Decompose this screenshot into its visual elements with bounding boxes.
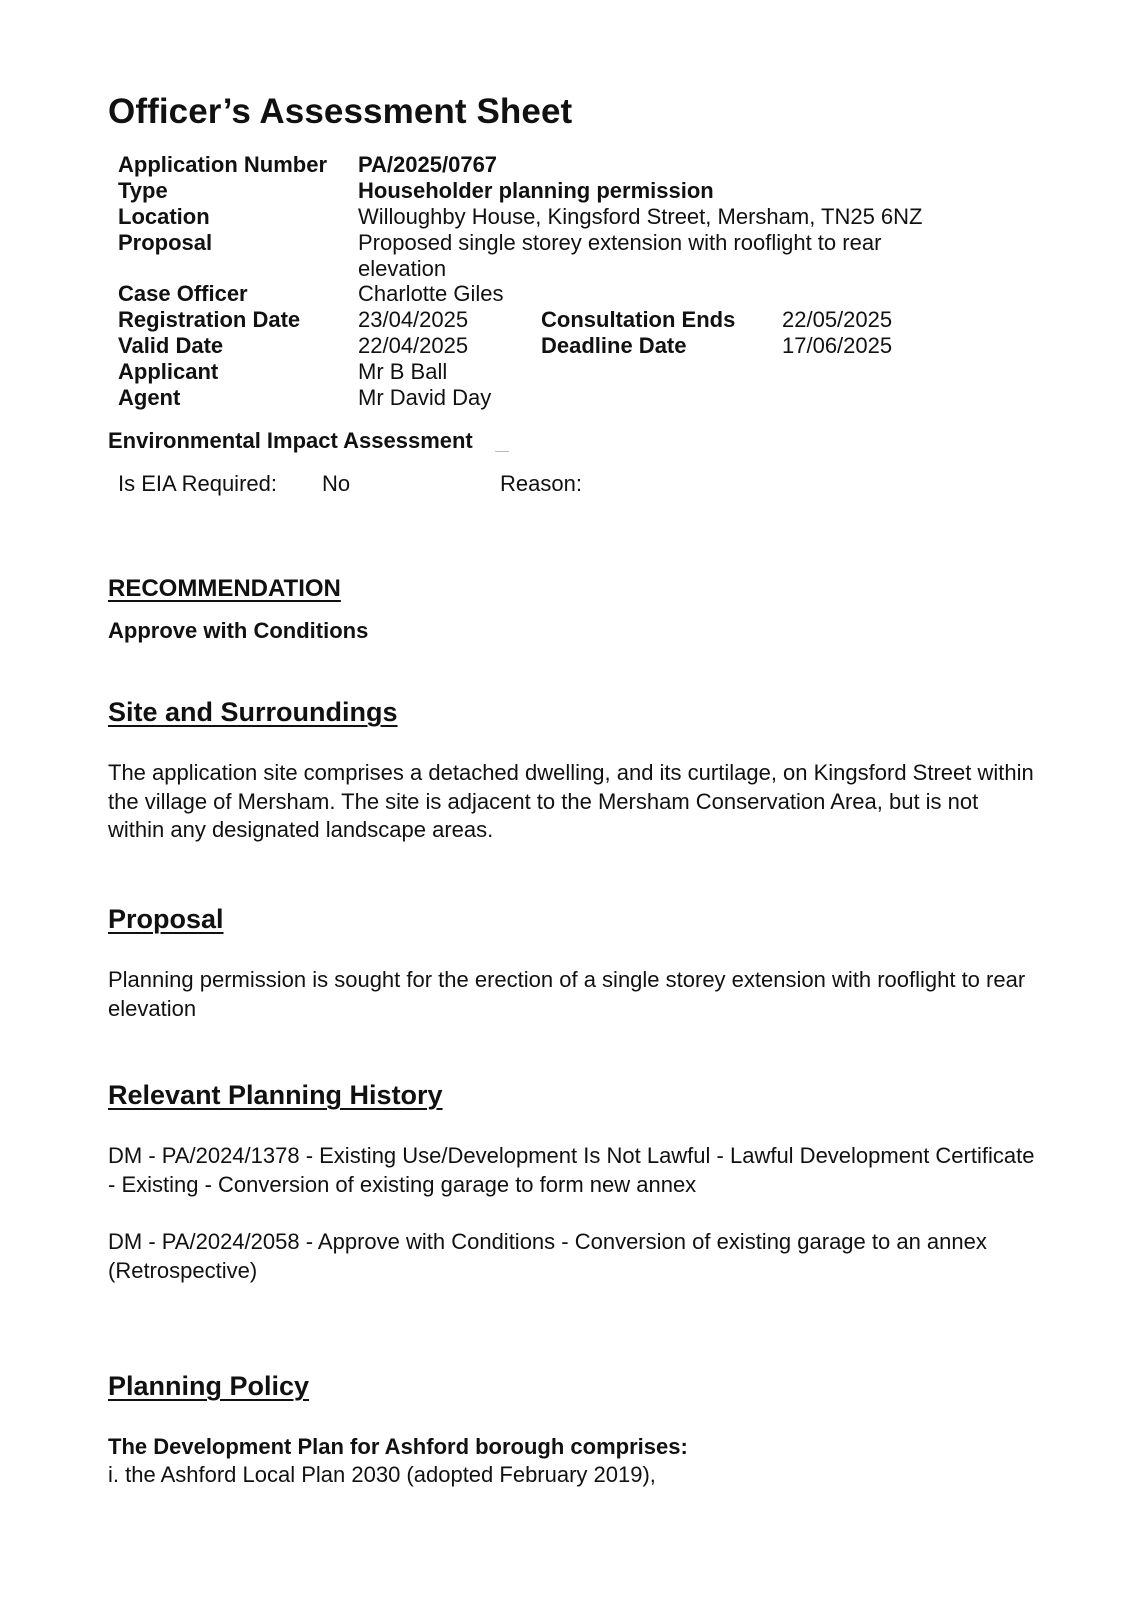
proposal-label: Proposal: [118, 230, 213, 255]
case-officer-label: Case Officer: [118, 281, 248, 306]
consultation-ends-label: Consultation Ends: [541, 307, 736, 332]
page-title: Officer’s Assessment Sheet: [108, 92, 573, 131]
eia-field-marker: [495, 451, 509, 452]
site-text: The application site comprises a detached dwelling, and its curtilage, on Kingsford Street within the village of Mersham. The site is adjacent to the Mersham Conservation Area, but is not within any designated landscape areas.: [108, 760, 1034, 842]
agent-value: Mr David Day: [358, 385, 492, 410]
site-heading: Site and Surroundings: [108, 697, 398, 727]
applicant-value: Mr B Ball: [358, 359, 448, 384]
case-officer-value: Charlotte Giles: [358, 281, 504, 306]
proposal-heading: Proposal: [108, 904, 224, 934]
recommendation-heading: RECOMMENDATION: [108, 575, 341, 602]
deadline-date-label: Deadline Date: [541, 333, 687, 358]
history-item: DM - PA/2024/2058 - Approve with Conditions - Conversion of existing garage to an annex (Retrospective): [108, 1229, 987, 1283]
valid-date-label: Valid Date: [118, 333, 224, 358]
application-number-label: Application Number: [118, 152, 328, 177]
proposal-value-line2: elevation: [358, 256, 447, 281]
location-label: Location: [118, 204, 210, 229]
valid-date-value: 22/04/2025: [358, 333, 469, 358]
agent-label: Agent: [118, 385, 181, 410]
proposal-text: Planning permission is sought for the erection of a single storey extension with rooflight to rear elevation: [108, 967, 1026, 1021]
proposal-value-line1: Proposed single storey extension with rooflight to rear: [358, 230, 882, 255]
location-value: Willoughby House, Kingsford Street, Mersham, TN25 6NZ: [358, 204, 923, 229]
history-heading: Relevant Planning History: [108, 1080, 443, 1110]
eia-required-label: Is EIA Required:: [118, 471, 277, 496]
application-number-value: PA/2025/0767: [358, 152, 498, 177]
eia-heading: Environmental Impact Assessment: [108, 428, 473, 453]
recommendation-text: Approve with Conditions: [108, 618, 369, 643]
type-label: Type: [118, 178, 168, 203]
type-value: Householder planning permission: [358, 178, 714, 203]
deadline-date-value: 17/06/2025: [782, 333, 893, 358]
registration-date-label: Registration Date: [118, 307, 301, 332]
policy-intro: The Development Plan for Ashford borough comprises:: [108, 1434, 688, 1459]
applicant-label: Applicant: [118, 359, 219, 384]
eia-required-value: No: [322, 471, 351, 496]
history-item: DM - PA/2024/1378 - Existing Use/Development Is Not Lawful - Lawful Development Certificate - Existing - Conversion of existing garage to form new annex: [108, 1143, 1035, 1197]
registration-date-value: 23/04/2025: [358, 307, 469, 332]
policy-heading: Planning Policy: [108, 1371, 310, 1401]
policy-item: i. the Ashford Local Plan 2030 (adopted February 2019),: [108, 1462, 656, 1487]
consultation-ends-value: 22/05/2025: [782, 307, 893, 332]
eia-reason-label: Reason:: [500, 471, 582, 496]
